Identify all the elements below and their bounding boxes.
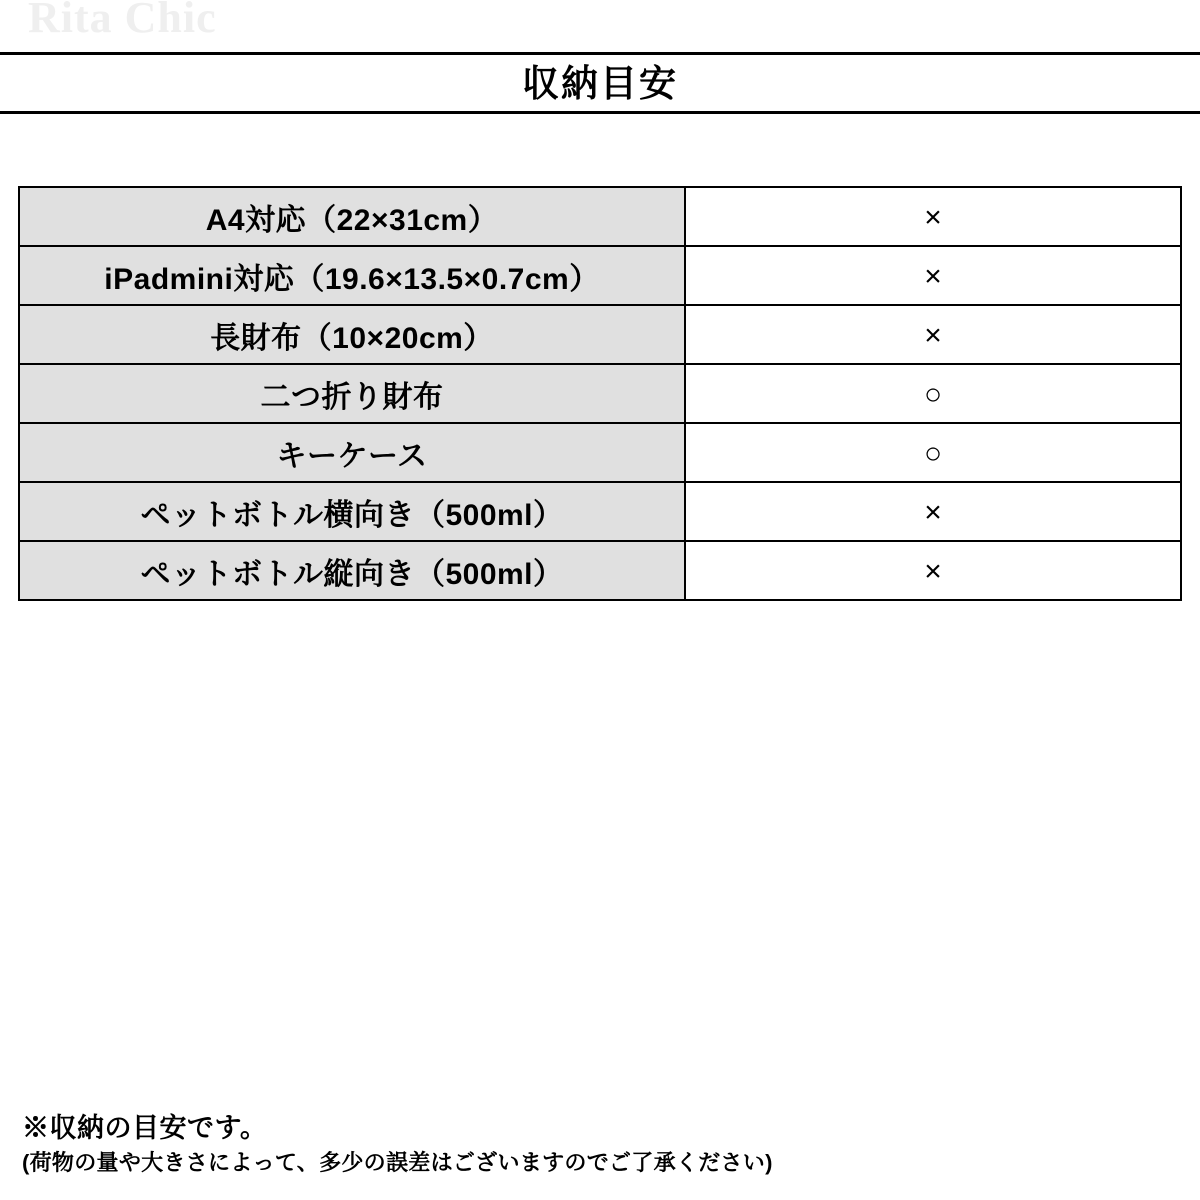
- footnote-primary: ※収納の目安です。: [22, 1112, 268, 1143]
- status-mark: ○: [923, 436, 943, 470]
- row-label: iPadmini対応（19.6×13.5×0.7cm）: [19, 246, 685, 305]
- status-mark: ×: [924, 259, 942, 293]
- page-title-band: [0, 52, 1200, 114]
- row-label: ペットボトル横向き（500ml）: [19, 482, 685, 541]
- row-value: [685, 541, 1181, 600]
- table-row: [19, 305, 1181, 364]
- row-label: A4対応（22×31cm）: [19, 187, 685, 246]
- status-mark: ×: [924, 200, 942, 234]
- row-value: [685, 305, 1181, 364]
- table-row: [19, 246, 1181, 305]
- row-value: [685, 246, 1181, 305]
- footnotes: [22, 1110, 773, 1178]
- table-row: [19, 541, 1181, 600]
- status-mark: ×: [924, 554, 942, 588]
- footnote-secondary: (荷物の量や大きさによって、多少の誤差はございますのでご了承ください): [22, 1150, 773, 1176]
- table-row: [19, 364, 1181, 423]
- row-value: [685, 364, 1181, 423]
- status-mark: ○: [923, 377, 943, 411]
- row-label: 長財布（10×20cm）: [19, 305, 685, 364]
- row-label: 二つ折り財布: [19, 364, 685, 423]
- row-value: [685, 482, 1181, 541]
- page-title: 収納目安: [522, 62, 678, 104]
- table-row: [19, 187, 1181, 246]
- row-value: [685, 187, 1181, 246]
- row-value: [685, 423, 1181, 482]
- table-row: [19, 423, 1181, 482]
- watermark-brand: Rita Chic: [28, 0, 217, 42]
- row-label: ペットボトル縦向き（500ml）: [19, 541, 685, 600]
- row-label: キーケース: [19, 423, 685, 482]
- status-mark: ×: [924, 318, 942, 352]
- table-row: [19, 482, 1181, 541]
- storage-guide-table-wrapper: [18, 186, 1182, 601]
- storage-guide-table: [18, 186, 1182, 601]
- status-mark: ×: [924, 495, 942, 529]
